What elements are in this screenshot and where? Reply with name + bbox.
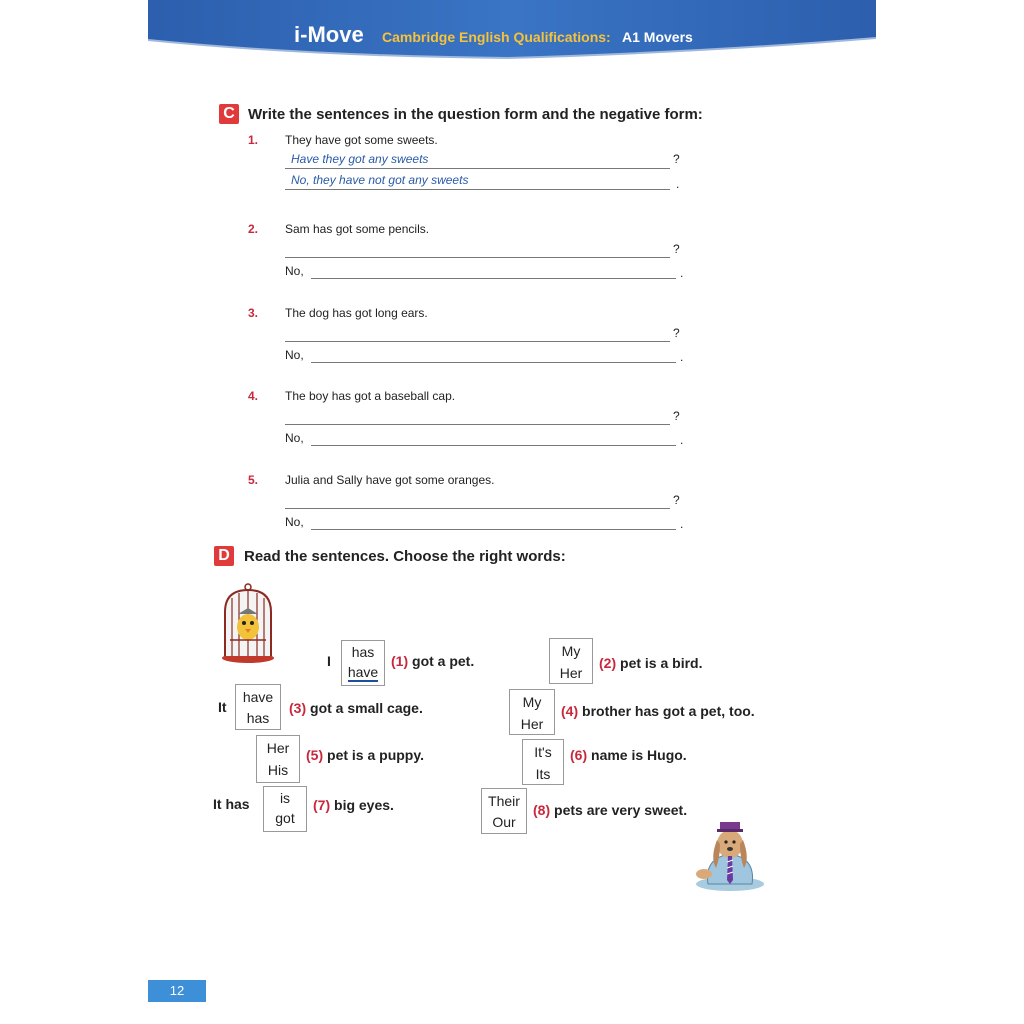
- d-item-5-options-box[interactable]: [256, 735, 300, 783]
- d-item-4-options-box[interactable]: [509, 689, 555, 735]
- d-item-4-option-2[interactable]: Her: [520, 716, 544, 732]
- section-c-title: Write the sentences in the question form and the negative form:: [248, 106, 703, 123]
- item-1-question-line[interactable]: [285, 168, 670, 169]
- item-5-negative-line[interactable]: [311, 529, 676, 530]
- d-item-8-rest: pets are very sweet.: [554, 802, 688, 818]
- d-item-3-option-2[interactable]: has: [246, 710, 270, 726]
- section-d-title: Read the sentences. Choose the right words:: [244, 548, 566, 565]
- section-c-letter: C: [223, 105, 235, 122]
- item-5-question-line[interactable]: [285, 508, 670, 509]
- item-1-number: 1.: [248, 133, 259, 147]
- d-item-3-sentence: [289, 700, 423, 716]
- item-3-question-line[interactable]: [285, 341, 670, 342]
- period-mark: .: [676, 177, 680, 191]
- d-item-5-sentence: [306, 747, 424, 763]
- d-item-1-rest: got a pet.: [412, 653, 475, 669]
- item-4-question-line[interactable]: [285, 424, 670, 425]
- d-item-6-option-2[interactable]: Its: [535, 766, 551, 782]
- item-3-number: 3.: [248, 306, 259, 320]
- d-item-1-option-2[interactable]: [342, 664, 384, 680]
- item-3-no: No,: [285, 348, 304, 362]
- d-item-3-options-box[interactable]: [235, 684, 281, 730]
- item-1-question-answer: Have they got any sweets: [291, 152, 429, 166]
- d-item-4-sentence: [561, 703, 755, 719]
- d-item-2-option-2[interactable]: Her: [559, 665, 583, 681]
- d-item-5-rest: pet is a puppy.: [327, 747, 424, 763]
- d-item-3-number: (3): [289, 700, 307, 716]
- item-1-negative-answer: No, they have not got any sweets: [291, 173, 469, 187]
- section-d-icon: [214, 546, 234, 566]
- page-header: [148, 0, 876, 62]
- item-5-sentence: Julia and Sally have got some oranges.: [285, 473, 495, 487]
- d-item-7-prefix: It has: [213, 796, 250, 812]
- d-item-1-number: (1): [391, 653, 409, 669]
- item-2-number: 2.: [248, 222, 259, 236]
- d-item-8-option-2[interactable]: Our: [492, 814, 516, 830]
- d-item-1-sentence: [391, 653, 474, 669]
- d-item-3-option-1[interactable]: have: [242, 689, 274, 705]
- d-item-5-number: (5): [306, 747, 324, 763]
- item-4-no: No,: [285, 431, 304, 445]
- item-5-number: 5.: [248, 473, 259, 487]
- d-item-7-sentence: [313, 797, 394, 813]
- section-d-letter: D: [218, 547, 230, 564]
- item-2-negative-line[interactable]: [311, 278, 676, 279]
- period-mark: .: [680, 433, 684, 447]
- d-item-2-option-1[interactable]: My: [561, 643, 581, 659]
- item-4-number: 4.: [248, 389, 259, 403]
- question-mark: ?: [673, 326, 680, 340]
- d-item-8-number: (8): [533, 802, 551, 818]
- item-1-negative-line[interactable]: [285, 189, 670, 190]
- section-c-icon: [219, 104, 239, 124]
- d-item-6-number: (6): [570, 747, 588, 763]
- bird-cage-illustration: [220, 582, 276, 664]
- period-mark: .: [680, 350, 684, 364]
- header-level: A1 Movers: [622, 29, 693, 45]
- page-number: 12: [148, 980, 206, 1002]
- d-item-3-rest: got a small cage.: [310, 700, 423, 716]
- d-item-2-rest: pet is a bird.: [620, 655, 703, 671]
- d-item-8-sentence: [533, 802, 687, 818]
- item-3-sentence: The dog has got long ears.: [285, 306, 428, 320]
- item-3-negative-line[interactable]: [311, 362, 676, 363]
- d-item-7-option-1[interactable]: is: [279, 790, 291, 806]
- item-4-sentence: The boy has got a baseball cap.: [285, 389, 456, 403]
- d-item-3-prefix: It: [218, 699, 227, 715]
- item-5-no: No,: [285, 515, 304, 529]
- question-mark: ?: [673, 493, 680, 507]
- item-4-negative-line[interactable]: [311, 445, 676, 446]
- header-subtitle: Cambridge English Qualifications:: [382, 29, 611, 45]
- d-item-6-option-1[interactable]: It's: [534, 744, 552, 760]
- question-mark: ?: [673, 152, 680, 166]
- d-item-5-option-1[interactable]: Her: [266, 740, 290, 756]
- d-item-4-option-1[interactable]: My: [522, 694, 542, 710]
- d-item-2-options-box[interactable]: [549, 638, 593, 684]
- d-item-2-sentence: [599, 655, 702, 671]
- d-item-7-options-box[interactable]: [263, 786, 307, 832]
- d-item-7-rest: big eyes.: [334, 797, 394, 813]
- item-2-question-line[interactable]: [285, 257, 670, 258]
- d-item-6-options-box[interactable]: [522, 739, 564, 785]
- d-item-7-option-2[interactable]: got: [275, 810, 295, 826]
- d-item-1-options-box[interactable]: [341, 640, 385, 686]
- d-item-1-prefix: I: [327, 653, 331, 669]
- d-item-2-number: (2): [599, 655, 617, 671]
- d-item-7-number: (7): [313, 797, 331, 813]
- item-1-sentence: They have got some sweets.: [285, 133, 438, 147]
- d-item-5-option-2[interactable]: His: [267, 762, 289, 778]
- dog-illustration: [690, 818, 770, 892]
- period-mark: .: [680, 517, 684, 531]
- d-item-4-number: (4): [561, 703, 579, 719]
- d-item-6-rest: name is Hugo.: [591, 747, 687, 763]
- d-item-4-rest: brother has got a pet, too.: [582, 703, 755, 719]
- period-mark: .: [680, 266, 684, 280]
- d-item-8-option-1[interactable]: Their: [488, 793, 520, 809]
- d-item-6-sentence: [570, 747, 687, 763]
- item-2-sentence: Sam has got some pencils.: [285, 222, 430, 236]
- d-item-1-selected-option: have: [347, 664, 379, 680]
- question-mark: ?: [673, 242, 680, 256]
- d-item-8-options-box[interactable]: [481, 788, 527, 834]
- brand-title: i-Move: [294, 22, 364, 47]
- d-item-1-option-1[interactable]: has: [351, 644, 375, 660]
- question-mark: ?: [673, 409, 680, 423]
- item-2-no: No,: [285, 264, 304, 278]
